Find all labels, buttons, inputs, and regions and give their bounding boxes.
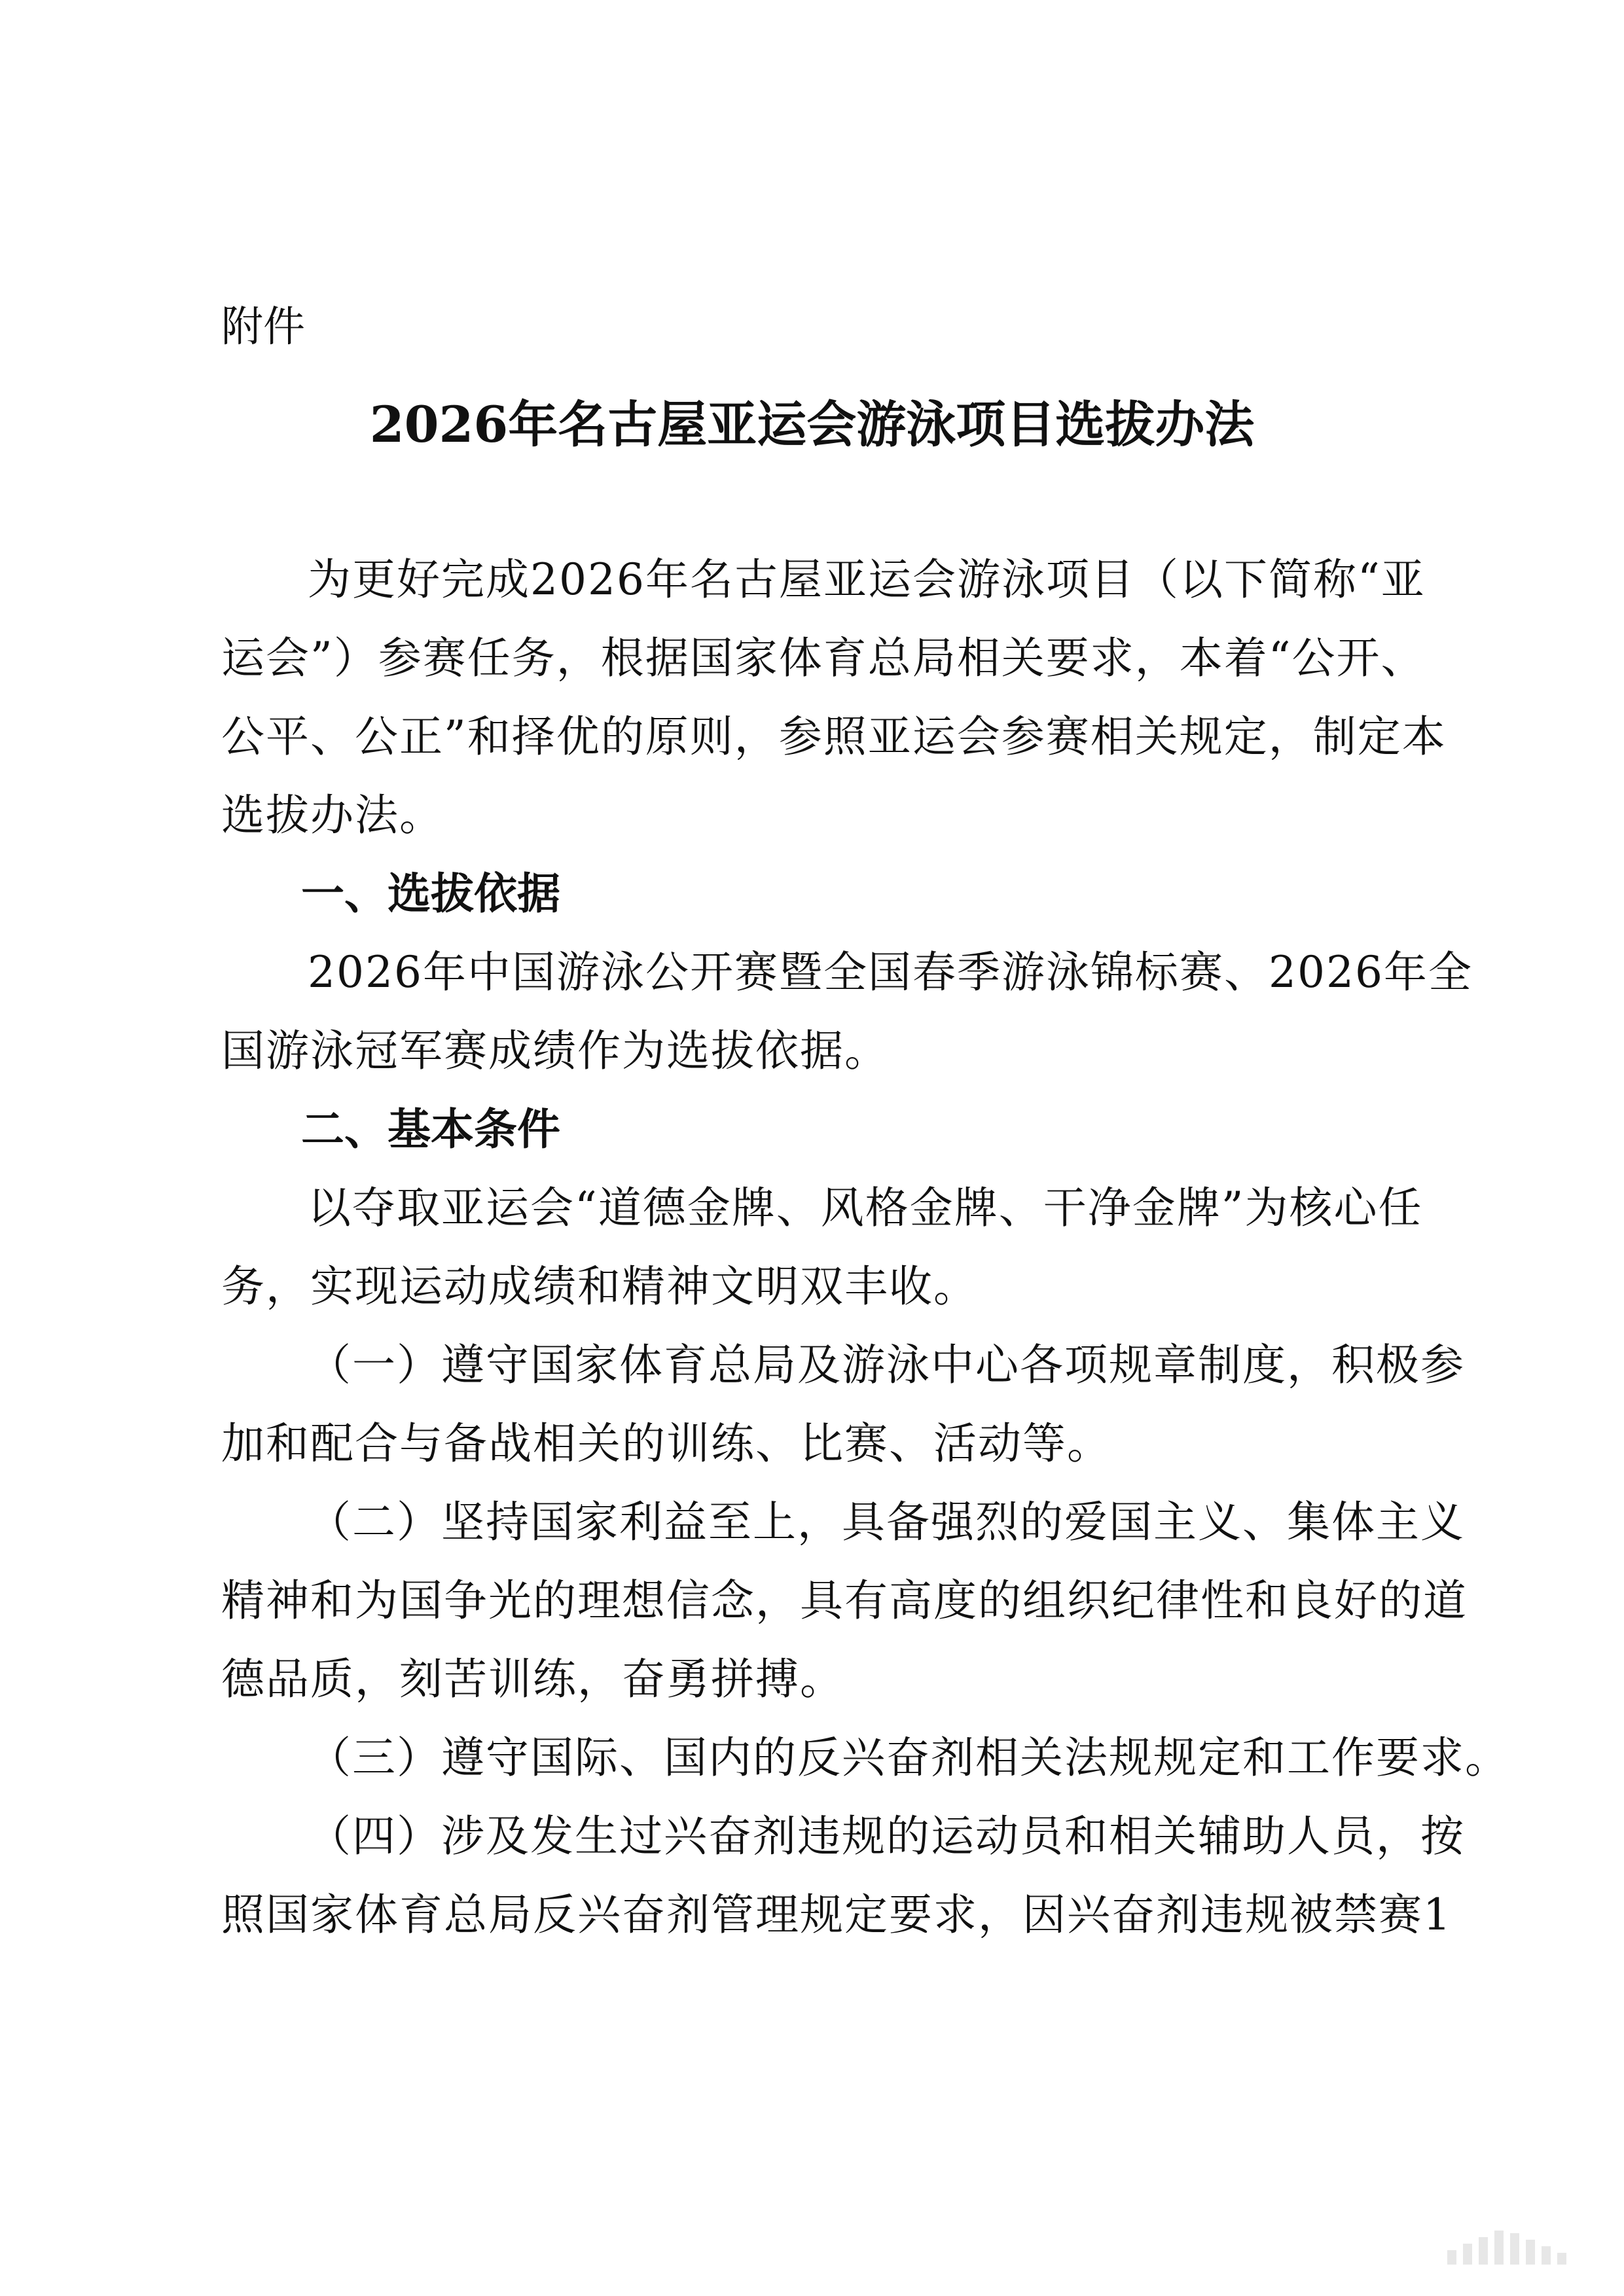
paragraph-line: （四）涉及发生过兴奋剂违规的运动员和相关辅助人员，按 — [308, 1811, 1465, 1861]
intro-line: 为更好完成2026年名古屋亚运会游泳项目（以下简称“亚 — [308, 554, 1426, 605]
attachment-label: 附件 — [221, 303, 305, 351]
paragraph-line: （一）遵守国家体育总局及游泳中心各项规章制度，积极参 — [308, 1340, 1465, 1390]
paragraph-line: 精神和为国争光的理想信念，具有高度的组织纪律性和良好的道 — [221, 1575, 1468, 1626]
watermark-icon — [1441, 2224, 1585, 2270]
section-heading-basis: 一、选拔依据 — [301, 869, 560, 919]
paragraph-line: 照国家体育总局反兴奋剂管理规定要求，因兴奋剂违规被禁赛1 — [221, 1890, 1452, 1940]
condition-item-2 — [221, 1483, 1468, 1719]
paragraph-line: 加和配合与备战相关的训练、比赛、活动等。 — [221, 1418, 1111, 1469]
paragraph-line: 国游泳冠军赛成绩作为选拔依据。 — [221, 1026, 889, 1076]
paragraph-line: 2026年中国游泳公开赛暨全国春季游泳锦标赛、2026年全 — [308, 947, 1473, 997]
section-basis-paragraph — [221, 933, 1473, 1090]
condition-item-1 — [221, 1326, 1465, 1483]
condition-item-4 — [221, 1797, 1465, 1954]
condition-item-3 — [221, 1719, 1509, 1797]
paragraph-line: （二）坚持国家利益至上，具备强烈的爱国主义、集体主义 — [308, 1497, 1465, 1547]
paragraph-line: 德品质，刻苦训练，奋勇拼搏。 — [221, 1654, 844, 1704]
intro-line: 公平、公正”和择优的原则，参照亚运会参赛相关规定，制定本 — [221, 711, 1447, 762]
section-heading-conditions: 二、基本条件 — [301, 1104, 560, 1155]
intro-paragraph — [221, 541, 1447, 855]
document-title: 2026年名古屋亚运会游泳项目选拔办法 — [369, 395, 1255, 454]
paragraph-line: （三）遵守国际、国内的反兴奋剂相关法规规定和工作要求。 — [308, 1732, 1509, 1783]
intro-line: 选拔办法。 — [221, 790, 444, 840]
intro-line: 运会”）参赛任务，根据国家体育总局相关要求，本着“公开、 — [221, 633, 1426, 683]
section-conditions-paragraph — [221, 1169, 1423, 1326]
paragraph-line: 以夺取亚运会“道德金牌、风格金牌、干净金牌”为核心任 — [308, 1183, 1423, 1233]
paragraph-line: 务，实现运动成绩和精神文明双丰收。 — [221, 1261, 978, 1312]
